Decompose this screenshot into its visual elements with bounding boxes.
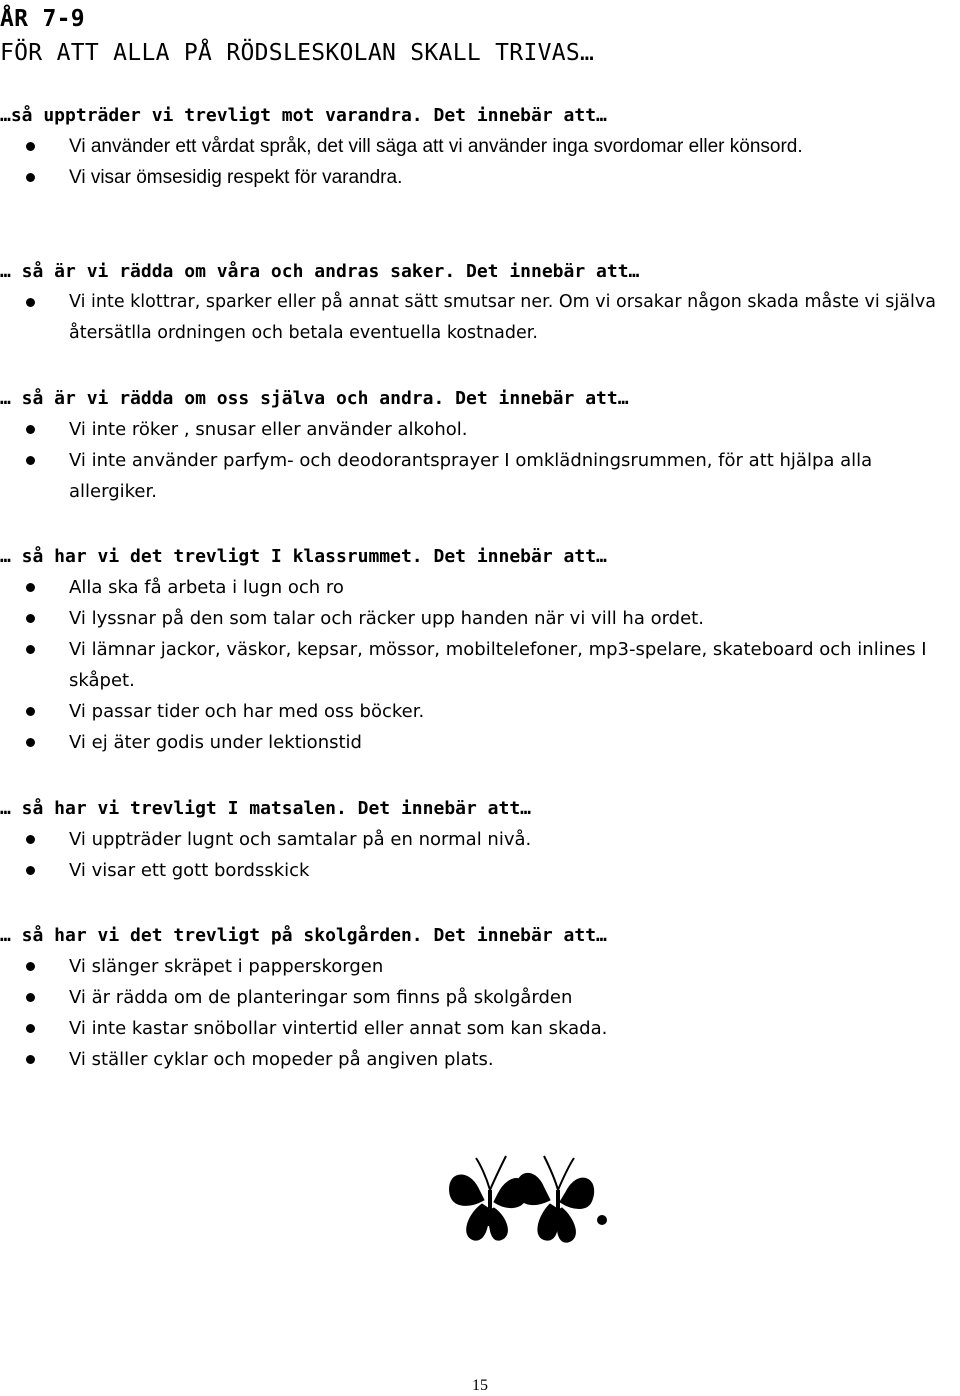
- list-item: Vi uppträder lugnt och samtalar på en normal nivå.: [0, 824, 960, 855]
- bullet-icon: [26, 993, 35, 1002]
- list-item: Vi inte klottrar, sparker eller på annat sätt smutsar ner. Om vi orsakar någon skada måste vi själva återsätlla ordningen och betala eventuella kostnader.: [0, 287, 960, 349]
- rule-list: [0, 824, 960, 886]
- list-item: Vi passar tider och har med oss böcker.: [0, 696, 960, 727]
- butterflies-icon: [440, 1150, 620, 1260]
- butterfly-left-icon: [450, 1156, 527, 1240]
- list-item: Vi lämnar jackor, väskor, kepsar, mössor, mobiltelefoner, mp3-spelare, skateboard och inlines I skåpet.: [0, 634, 960, 696]
- list-item: Vi visar ömsesidig respekt för varandra.: [0, 162, 960, 193]
- section-heading: … så är vi rädda om oss själva och andra. Det innebär att…: [0, 388, 629, 409]
- section-classroom: [0, 541, 960, 758]
- section-heading: … så har vi det trevligt I klassrummet. Det innebär att…: [0, 546, 607, 567]
- bullet-icon: [26, 583, 35, 592]
- bullet-icon: [26, 835, 35, 844]
- bullet-icon: [26, 456, 35, 465]
- list-item: Vi ej äter godis under lektionstid: [0, 727, 960, 758]
- section-cafeteria: [0, 793, 960, 886]
- page-title: ÅR 7-9: [0, 6, 85, 32]
- bullet-icon: [26, 738, 35, 747]
- page-subtitle: FÖR ATT ALLA PÅ RÖDSLESKOLAN SKALL TRIVAS…: [0, 40, 595, 66]
- bullet-icon: [26, 645, 35, 654]
- section-belongings: [0, 256, 960, 349]
- page-number: 15: [472, 1377, 488, 1394]
- rule-list: [0, 951, 960, 1075]
- bullet-icon: [26, 142, 35, 151]
- rule-list: [0, 414, 960, 507]
- section-schoolyard: [0, 920, 960, 1075]
- bullet-icon: [26, 614, 35, 623]
- bullet-icon: [26, 866, 35, 875]
- list-item: Vi inte använder parfym- och deodorantsprayer I omklädningsrummen, för att hjälpa alla allergiker.: [0, 445, 960, 507]
- bullet-icon: [26, 298, 35, 307]
- list-item: Alla ska få arbeta i lugn och ro: [0, 572, 960, 603]
- bullet-icon: [26, 1055, 35, 1064]
- list-item: Vi inte röker , snusar eller använder alkohol.: [0, 414, 960, 445]
- section-heading: … så har vi trevligt I matsalen. Det innebär att…: [0, 798, 532, 819]
- rule-list: [0, 287, 960, 349]
- section-behaviour: [0, 100, 960, 193]
- bullet-icon: [26, 425, 35, 434]
- bullet-icon: [26, 173, 35, 182]
- section-heading: … så har vi det trevligt på skolgården. Det innebär att…: [0, 925, 607, 946]
- list-item: Vi är rädda om de planteringar som finns på skolgården: [0, 982, 960, 1013]
- section-heading: …så uppträder vi trevligt mot varandra. Det innebär att…: [0, 105, 607, 126]
- section-heading: … så är vi rädda om våra och andras saker. Det innebär att…: [0, 261, 640, 282]
- rule-list: [0, 572, 960, 758]
- bullet-icon: [26, 962, 35, 971]
- list-item: Vi visar ett gott bordsskick: [0, 855, 960, 886]
- list-item: Vi ställer cyklar och mopeder på angiven plats.: [0, 1044, 960, 1075]
- rule-list: [0, 131, 960, 193]
- list-item: Vi använder ett vårdat språk, det vill säga att vi använder inga svordomar eller könsord.: [0, 131, 960, 162]
- butterfly-right-icon: [517, 1156, 607, 1242]
- bullet-icon: [26, 707, 35, 716]
- list-item: Vi inte kastar snöbollar vintertid eller annat som kan skada.: [0, 1013, 960, 1044]
- list-item: Vi lyssnar på den som talar och räcker upp handen när vi vill ha ordet.: [0, 603, 960, 634]
- section-health: [0, 383, 960, 507]
- list-item: Vi slänger skräpet i papperskorgen: [0, 951, 960, 982]
- bullet-icon: [26, 1024, 35, 1033]
